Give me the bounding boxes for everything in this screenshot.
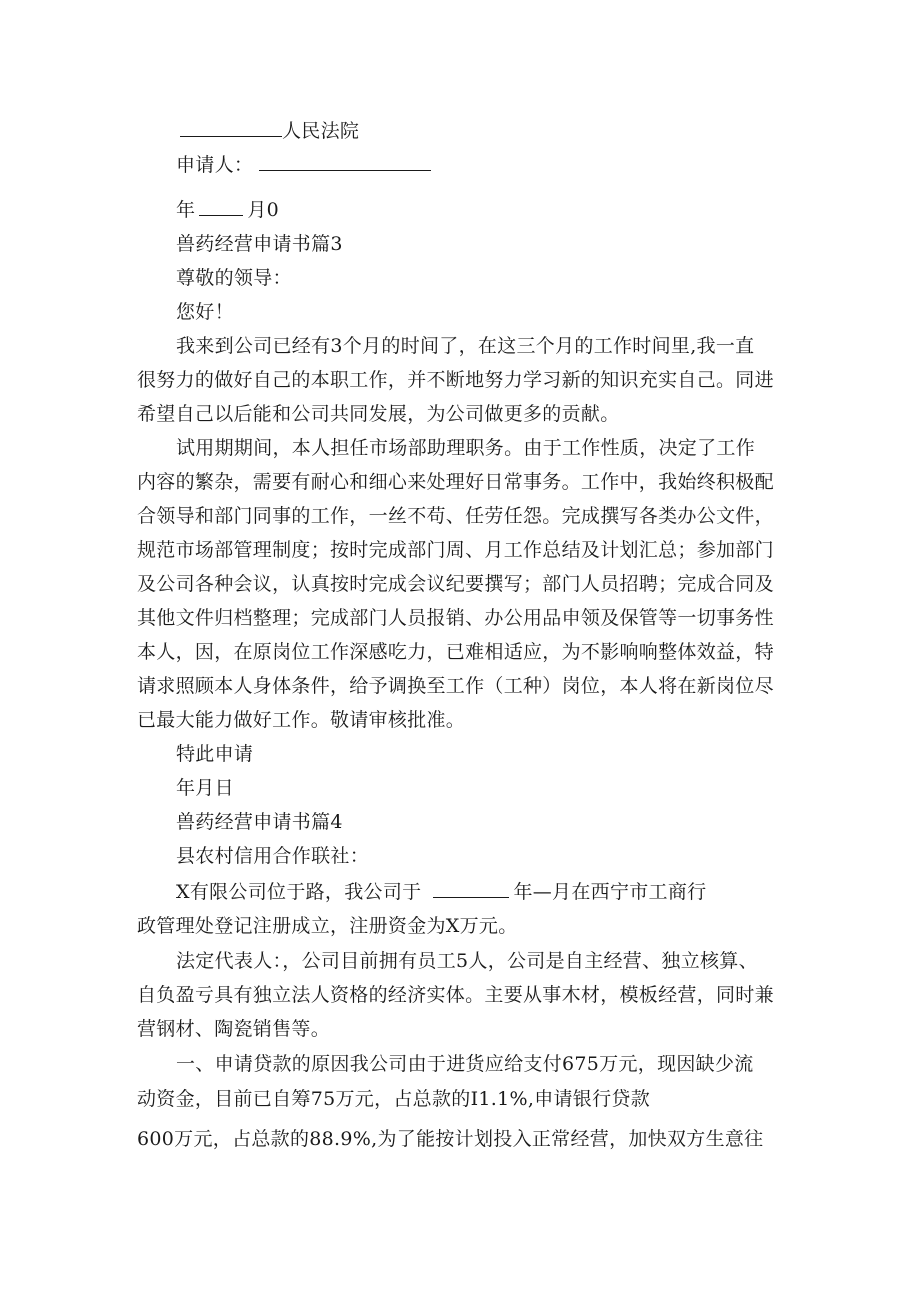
date-year: 年: [176, 199, 196, 221]
section4-title: 兽药经营申请书篇4: [176, 811, 343, 833]
applicant-blank: [259, 152, 431, 171]
section3-greeting: 您好！: [176, 301, 234, 323]
section4-p3-line: 600万元，占总款的88.9%,为了能按计划投入正常经营，加快双方生意往: [137, 1128, 764, 1150]
section3-title: 兽药经营申请书篇3: [176, 233, 343, 255]
section3-p2-line: 试用期期间，本人担任市场部助理职务。由于工作性质，决定了工作: [176, 437, 756, 459]
section3-p2-line: 规范市场部管理制度；按时完成部门周、月工作总结及计划汇总；参加部门: [137, 539, 774, 561]
section4-p2-line: 法定代表人：，公司目前拥有员工5人，公司是自主经营、独立核算、: [176, 950, 758, 972]
section4-p1-end: 年—月在西宁市工商行: [513, 881, 707, 903]
applicant-label: 申请人：: [176, 154, 254, 176]
section3-p2-line: 其他文件归档整理；完成部门人员报销、办公用品申领及保管等一切事务性: [137, 607, 774, 629]
section4-p3-line: 动资金，目前已自筹75万元，占总款的I1.1%,申请银行贷款: [137, 1088, 650, 1110]
section3-p2-line: 合领导和部门同事的工作，一丝不苟、任劳任怨。完成撰写各类办公文件，: [137, 505, 774, 527]
section3-p2-line: 内容的繁杂，需要有耐心和细心来处理好日常事务。工作中，我始终积极配: [137, 471, 774, 493]
court-name-blank: [180, 118, 282, 137]
date-month-day: 月0: [247, 199, 280, 221]
section3-p2-line: 及公司各种会议，认真按时完成会议纪要撰写；部门人员招聘；完成合同及: [137, 573, 774, 595]
section4-salutation: 县农村信用合作联社：: [176, 845, 370, 867]
section3-p1-line: 我来到公司已经有3个月的时间了，在这三个月的工作时间里,我一直: [176, 335, 755, 357]
applicant-line: [176, 152, 431, 178]
registration-year-blank: [433, 879, 509, 898]
section4-p1-start: X有限公司位于路，我公司于: [176, 881, 422, 903]
section3-p1-line: 希望自己以后能和公司共同发展，为公司做更多的贡献。: [137, 403, 620, 425]
court-suffix: 人民法院: [282, 120, 360, 142]
section4-p2-line: 自负盈亏具有独立法人资格的经济实体。主要从事木材，模板经营，同时兼: [137, 984, 774, 1006]
section3-p1-line: 很努力的做好自己的本职工作，并不断地努力学习新的知识充实自己。同进: [137, 369, 774, 391]
section3-date: 年月日: [176, 777, 234, 799]
section3-closing: 特此申请: [176, 743, 254, 765]
section3-p2-line: 已最大能力做好工作。敬请审核批准。: [137, 709, 466, 731]
court-line: [180, 118, 359, 144]
section4-p2-line: 营钢材、陶瓷销售等。: [137, 1018, 331, 1040]
section3-p2-line: 本人，因，在原岗位工作深感吃力，已难相适应，为不影响响整体效益，特: [137, 641, 774, 663]
section3-p2-line: 请求照顾本人身体条件，给予调换至工作（工种）岗位，本人将在新岗位尽: [137, 675, 774, 697]
date-month-blank: [199, 197, 243, 216]
section4-p3-line: 一、申请贷款的原因我公司由于进货应给支付675万元，现因缺少流: [176, 1053, 754, 1075]
section4-p1-line2: 政管理处登记注册成立，注册资金为X万元。: [137, 915, 518, 937]
header-date-line: [176, 197, 279, 223]
section3-salutation: 尊敬的领导：: [176, 267, 292, 289]
section4-p1-line: [176, 879, 706, 905]
